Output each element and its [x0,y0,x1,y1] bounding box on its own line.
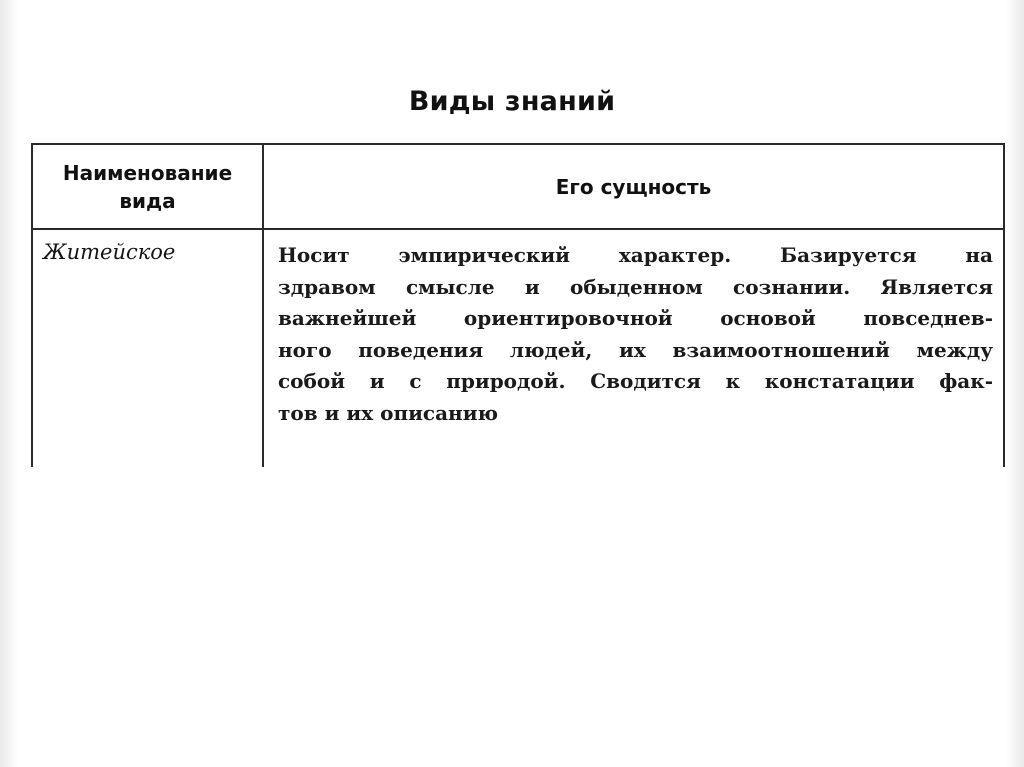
table-header-row [32,144,1004,229]
essence-line: ного поведения людей, их взаимоотношений между [278,337,993,362]
knowledge-types-table [31,143,1005,461]
essence-line: тов и их описанию [278,400,499,425]
table-border-tick [1003,461,1005,467]
row-type-name: Житейское [32,229,263,461]
table-row [32,229,1004,461]
essence-line: здравом смысле и обыденном сознании. Является [278,274,993,299]
essence-line: собой и с природой. Сводится к констатации фак- [278,369,993,393]
header-name-of-type [32,144,263,229]
slide-title: Виды знаний [408,86,616,117]
table-border-tick [262,461,264,467]
header-name-line-1: Наименование [62,160,233,185]
row-essence [263,229,1004,461]
essence-line: Носит эмпирический характер. Базируется на [278,243,993,267]
table-continuation-edge [31,461,1005,467]
essence-line: важнейшей ориентировочной основой повседнев- [278,306,993,330]
header-essence: Его сущность [263,144,1004,229]
header-name-line-2: вида [119,188,176,213]
table-border-tick [31,461,33,467]
